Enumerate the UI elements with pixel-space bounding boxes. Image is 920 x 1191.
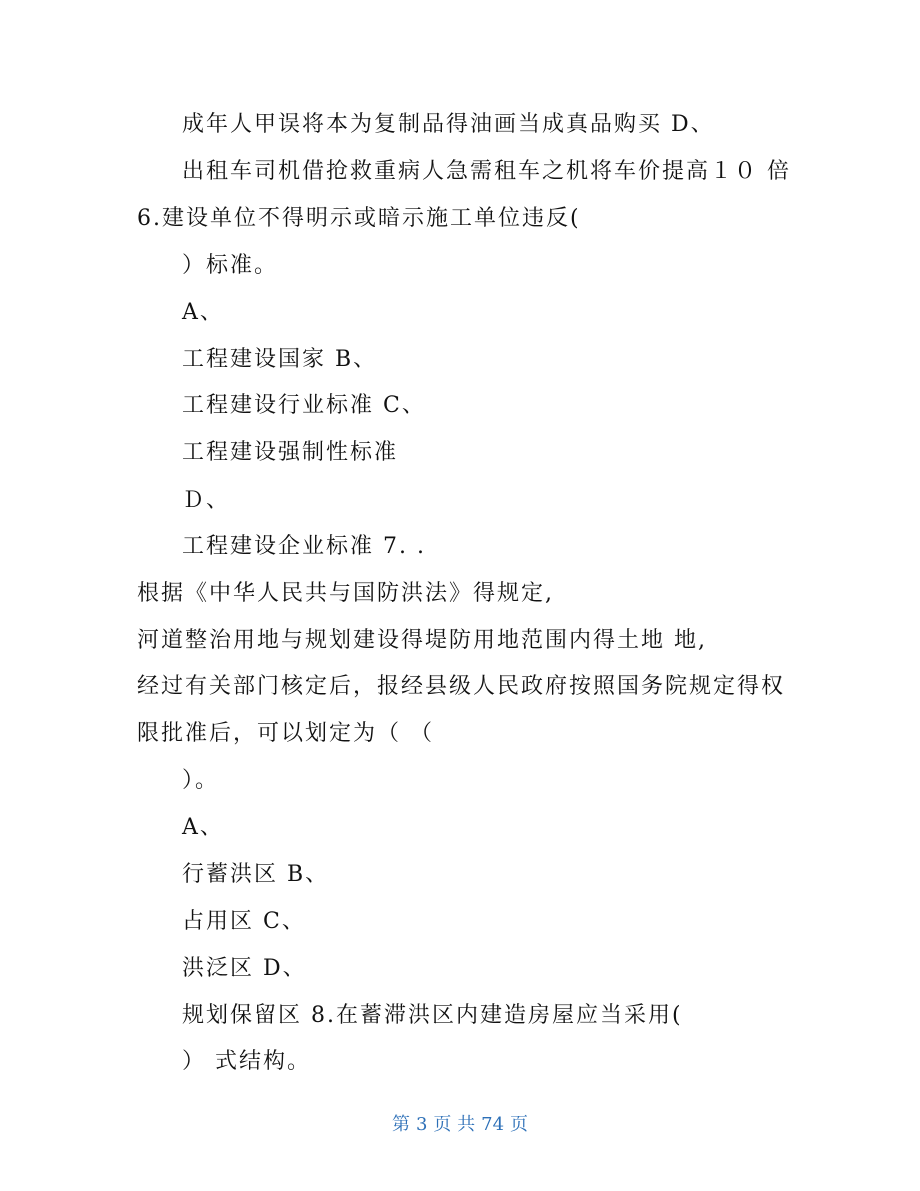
text-line: 出租车司机借抢救重病人急需租车之机将车价提高１０ 倍 bbox=[182, 159, 791, 184]
text-line: 行蓄洪区 B、 bbox=[182, 862, 330, 887]
text-line: ） 式结构。 bbox=[182, 1049, 311, 1074]
text-line: 工程建设强制性标准 bbox=[182, 440, 399, 465]
footer-middle: 页 共 bbox=[433, 1114, 476, 1135]
page-footer bbox=[0, 1112, 920, 1138]
text-line: 工程建设行业标准 C、 bbox=[182, 393, 426, 418]
footer-prefix: 第 bbox=[391, 1114, 410, 1135]
current-page-number: 3 bbox=[415, 1114, 428, 1135]
text-line: 河道整治用地与规划建设得堤防用地范围内得土地 地, bbox=[137, 628, 707, 653]
text-line: Ｄ、 bbox=[182, 488, 231, 513]
text-line: 成年人甲误将本为复制品得油画当成真品购买 D、 bbox=[182, 112, 715, 137]
text-line: 根据《中华人民共与国防洪法》得规定, bbox=[137, 581, 554, 606]
text-line: A、 bbox=[182, 300, 224, 325]
footer-suffix: 页 bbox=[510, 1114, 529, 1135]
text-line: A、 bbox=[182, 815, 224, 840]
total-page-count: 74 bbox=[481, 1114, 505, 1135]
text-line: 工程建设企业标准 7. . bbox=[182, 534, 426, 559]
text-line: 经过有关部门核定后，报经县级人民政府按照国务院规定得权 bbox=[137, 674, 786, 699]
text-line: 占用区 C、 bbox=[182, 909, 306, 934]
text-line: 工程建设国家 B、 bbox=[182, 347, 378, 372]
text-line: 限批准后，可以划定为（ （ bbox=[137, 721, 434, 746]
text-line: 规划保留区 8.在蓄滞洪区内建造房屋应当采用( bbox=[182, 1003, 683, 1028]
text-line: 洪泛区 D、 bbox=[182, 956, 307, 981]
text-line: 6.建设单位不得明示或暗示施工单位违反( bbox=[137, 206, 581, 231]
text-line: ）标准。 bbox=[182, 253, 279, 278]
text-line: ）。 bbox=[182, 768, 220, 793]
